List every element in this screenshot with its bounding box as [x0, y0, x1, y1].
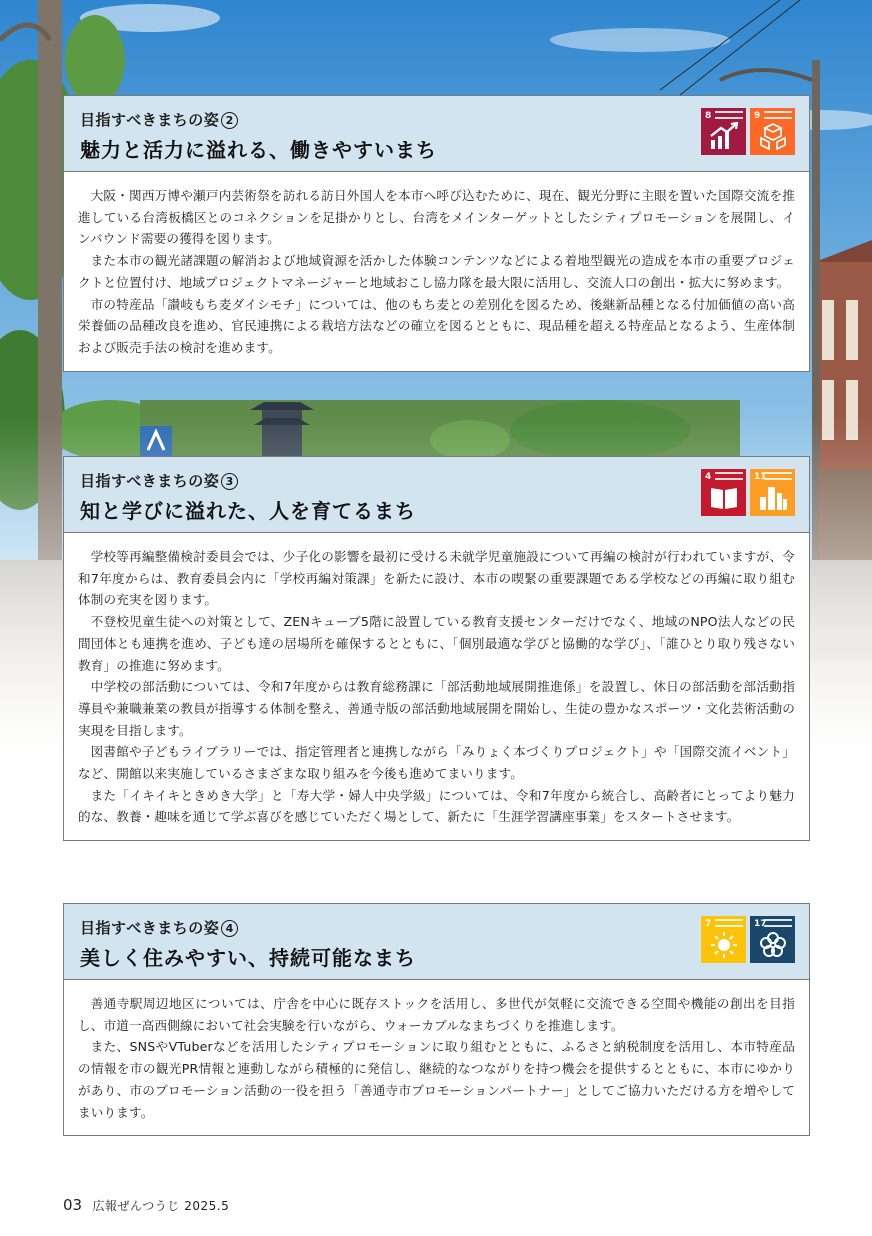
sdg-goal-11-icon: 11	[750, 469, 795, 516]
section-title: 美しく住みやすい、持続可能なまち	[80, 946, 416, 970]
publication-name: 広報ぜんつうじ	[92, 1199, 180, 1213]
paragraph: 学校等再編整備検討委員会では、少子化の影響を最初に受ける未就学児童施設について再編の検討が行われていますが、令和7年度からは、教育委員会内に「学校再編対策課」を新たに設け、本市の喫緊の重要課題である学校などの再編に取り組む体制の充実を図ります。	[78, 549, 795, 608]
section-label: 目指すべきまちの姿 2	[80, 109, 238, 130]
sdg-goal-8-icon: 8	[701, 108, 746, 155]
section-label: 目指すべきまちの姿 4	[80, 917, 238, 938]
section-vision-4	[63, 903, 810, 1136]
section-number-circle: 4	[221, 920, 238, 937]
sdg-icons	[701, 108, 795, 155]
section-header	[64, 457, 809, 533]
paragraph: 図書館や子どもライブラリーでは、指定管理者と連携しながら「みりょく本づくりプロジェクト」や「国際交流イベント」など、開館以来実施しているさまざまな取り組みを今後も進めてまいります。	[78, 744, 795, 782]
publication-date: 2025.5	[184, 1199, 230, 1213]
sun-energy-icon	[709, 930, 739, 958]
section-vision-3	[63, 456, 810, 841]
section-title: 知と学びに溢れた、人を育てるまち	[80, 499, 416, 523]
paragraph: 中学校の部活動については、令和7年度からは教育総務課に「部活動地域展開推進係」を設置し、休日の部活動を部活動指導員や兼職兼業の教員が指導する体制を整え、善通寺版の部活動地域展開を開始し、生徒の豊かなスポーツ・文化芸術活動の実現を目指します。	[78, 679, 795, 738]
page-number: 03	[63, 1196, 83, 1214]
sdg-goal-4-icon: 4	[701, 469, 746, 516]
paragraph: 不登校児童生徒への対策として、ZENキューブ5階に設置している教育支援センターだけでなく、地域のNPO法人などの民間団体とも連携を進め、子ども達の居場所を確保するとともに、「個別最適な学びと協働的な学び」、「誰ひとり取り残さない教育」の推進に努めます。	[78, 614, 795, 673]
paragraph: 善通寺駅周辺地区については、庁舎を中心に既存ストックを活用し、多世代が気軽に交流できる空間や機能の創出を目指し、市道一高西側線において社会実験を行いながら、ウォーカブルなまちづくりを推進します。	[78, 996, 795, 1033]
page-footer	[63, 1196, 229, 1214]
section-header	[64, 904, 809, 980]
growth-chart-icon	[709, 122, 739, 150]
section-number-circle: 3	[221, 473, 238, 490]
paragraph: 市の特産品「讃岐もち麦ダイシモチ」については、他のもち麦との差別化を図るため、後継新品種となる付加価値の高い高栄養価の品種改良を進め、官民連携による栽培方法などの確立を図るとともに、現品種を超える特産品となるよう、生産体制および販売手法の検討を進めます。	[78, 296, 795, 355]
paragraph: また「イキイキときめき大学」と「寿大学・婦人中央学級」については、令和7年度から統合し、高齢者にとってより魅力的な、教養・趣味を通じて学ぶ喜びを感じていただく場として、新たに「生涯学習講座事業」をスタートさせます。	[78, 787, 795, 825]
paragraph: また本市の観光諸課題の解消および地域資源を活かした体験コンテンツなどによる着地型観光の造成を本市の重要プロジェクトと位置付け、地域プロジェクトマネージャーと地域おこし協力隊を最大限に活用し、交流人口の創出・拡大に努めます。	[78, 253, 795, 290]
section-label: 目指すべきまちの姿 3	[80, 470, 238, 491]
infrastructure-cubes-icon	[758, 122, 788, 150]
section-number-circle: 2	[221, 112, 238, 129]
sdg-goal-7-icon: 7	[701, 916, 746, 963]
partnership-flower-icon	[758, 930, 788, 958]
sdg-goal-17-icon: 17	[750, 916, 795, 963]
city-buildings-icon	[758, 483, 788, 511]
section-body	[64, 980, 809, 1135]
paragraph: また、SNSやVTuberなどを活用したシティプロモーションに取り組むとともに、ふるさと納税制度を活用し、本市特産品の情報を市の観光PR情報と連動しながら積極的に発信し、継続的なつながりを持つ機会を提供するとともに、本市にゆかりがあり、市のプロモーション活動の一役を担う「善通寺市プロモーションパートナー」としてご協力いただける方を増やしてまいります。	[78, 1039, 795, 1120]
sdg-goal-9-icon: 9	[750, 108, 795, 155]
sdg-icons	[701, 469, 795, 516]
book-icon	[709, 483, 739, 511]
section-body	[64, 533, 809, 840]
section-title: 魅力と活力に溢れる、働きやすいまち	[80, 138, 437, 162]
section-body	[64, 172, 809, 371]
section-header	[64, 96, 809, 172]
section-vision-2	[63, 95, 810, 372]
sdg-icons	[701, 916, 795, 963]
paragraph: 大阪・関西万博や瀬戸内芸術祭を訪れる訪日外国人を本市へ呼び込むために、現在、観光分野に主眼を置いた国際交流を推進している台湾板橋区とのコネクションを足掛かりとし、台湾をメインターゲットとしたシティプロモーションを展開し、インバウンド需要の獲得を図ります。	[78, 188, 795, 247]
